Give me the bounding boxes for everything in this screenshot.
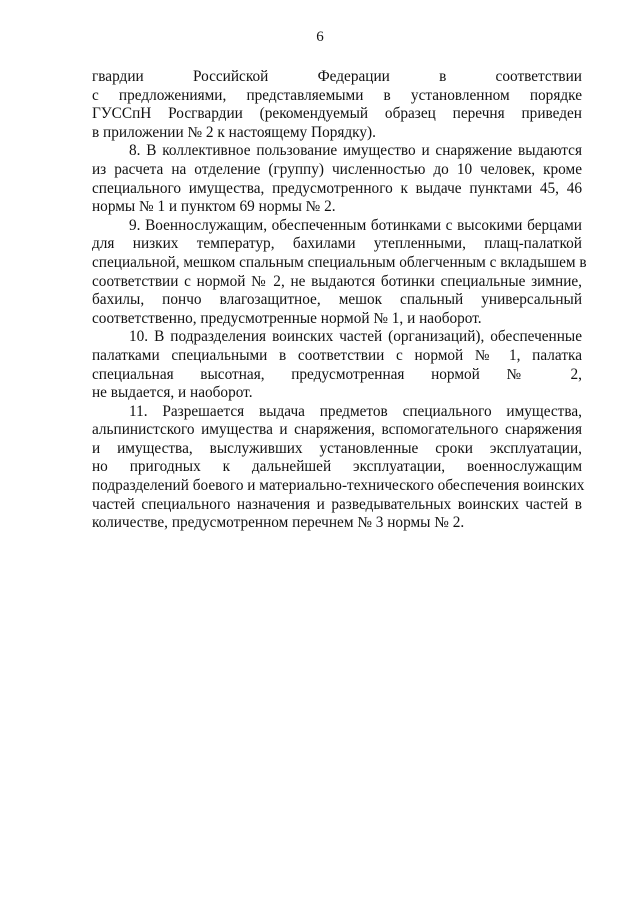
- text-line: соответственно, предусмотренные нормой № 1, и наоборот.: [92, 309, 482, 327]
- paragraph-continuation: [92, 68, 582, 142]
- paragraph-item-8: [92, 142, 582, 216]
- paragraph-item-11: [92, 402, 585, 533]
- text-line: 10. В подразделения воинских частей (организаций), обеспеченные: [129, 328, 582, 346]
- text-line: с предложениями, представляемыми в установленном порядке: [92, 86, 582, 104]
- text-line: нормы № 1 и пунктом 69 нормы № 2.: [92, 198, 336, 216]
- text-line: альпинистского имущества и снаряжения, вспомогательного снаряжения: [92, 421, 582, 439]
- text-line: количестве, предусмотренном перечнем № 3 нормы № 2.: [92, 514, 465, 532]
- text-line: частей специального назначения и разведывательных воинских частей в: [92, 495, 582, 513]
- text-line: подразделений боевого и материально-технического обеспечения воинских: [92, 477, 585, 495]
- text-line: специального имущества, предусмотренного к выдаче пунктами 45, 46: [92, 179, 582, 197]
- text-line: 11. Разрешается выдача предметов специального имущества,: [129, 402, 582, 420]
- document-body: [92, 68, 587, 533]
- text-line: специальной, мешком спальным специальным облегченным с вкладышем в: [92, 253, 587, 271]
- text-line: ГУССпН Росгвардии (рекомендуемый образец перечня приведен: [92, 105, 582, 123]
- paragraph-item-9: [92, 216, 587, 329]
- text-line: но пригодных к дальнейшей эксплуатации, военнослужащим: [92, 458, 582, 476]
- paragraph-item-10: [92, 328, 582, 402]
- text-line: соответствии с нормой № 2, не выдаются ботинки специальные зимние,: [92, 272, 582, 290]
- text-line: специальная высотная, предусмотренная нормой № 2,: [92, 365, 582, 383]
- page-number: 6: [316, 29, 324, 45]
- text-line: не выдается, и наоборот.: [92, 384, 253, 402]
- text-line: гвардии Российской Федерации в соответствии: [92, 68, 582, 85]
- text-line: из расчета на отделение (группу) численностью до 10 человек, кроме: [92, 160, 582, 178]
- text-line: 9. Военнослужащим, обеспеченным ботинками с высокими берцами: [129, 216, 582, 234]
- text-line: и имущества, выслуживших установленные сроки эксплуатации,: [92, 439, 582, 457]
- text-line: 8. В коллективное пользование имущество и снаряжение выдаются: [129, 142, 582, 160]
- text-line: бахилы, пончо влагозащитное, мешок спальный универсальный: [92, 291, 582, 309]
- text-line: для низких температур, бахилами утепленными, плащ-палаткой: [92, 235, 582, 253]
- text-line: палатками специальными в соответствии с нормой № 1, палатка: [92, 346, 582, 364]
- text-line: в приложении № 2 к настоящему Порядку).: [92, 123, 376, 141]
